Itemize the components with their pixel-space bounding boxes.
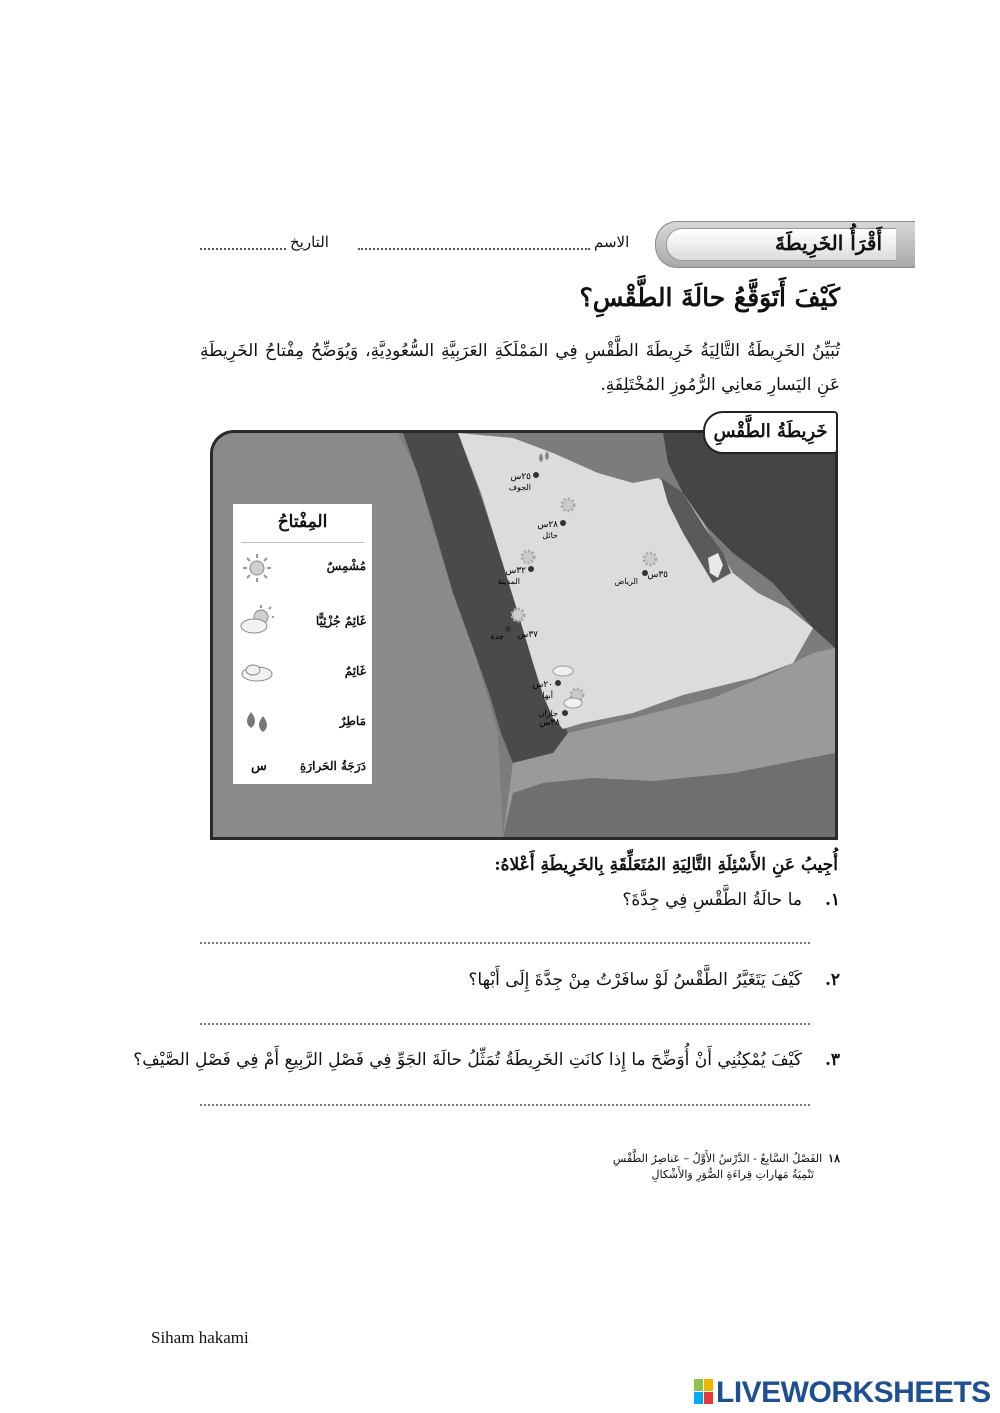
question-number: ٣.: [824, 1050, 840, 1070]
city-name: المدينة: [497, 577, 520, 586]
city-temp: ٢٥س: [510, 472, 531, 482]
legend-label-partly-cloudy: غَائِمٌ جُزْئِيًّا: [315, 614, 366, 628]
footer-line-1: الفَصْلُ السَّابِعُ - الدَّرْسُ الأَوَّلُ – عَناصِرُ الطَّقْسِ: [612, 1152, 823, 1165]
question-number: ٢.: [824, 970, 840, 990]
partly-cloudy-icon: [239, 604, 275, 638]
city-name: الجوف: [508, 483, 531, 492]
question-number: ١.: [824, 890, 840, 910]
author-name: Siham hakami: [151, 1328, 249, 1347]
city-name: الرياض: [614, 577, 638, 586]
city-temp: ٣٢س: [505, 566, 526, 576]
city-name: أبها: [542, 691, 553, 700]
answer-line-3[interactable]: [200, 1104, 810, 1106]
page-number: ١٨: [828, 1152, 840, 1165]
sun-icon: [522, 551, 534, 563]
brand-logo: [694, 1376, 991, 1410]
question-1: [622, 890, 840, 910]
sun-icon: [644, 553, 656, 565]
sun-icon: [562, 499, 574, 511]
map-legend: [232, 503, 373, 785]
page-title: كَيْفَ أَتَوَقَّعُ حالَةَ الطَّقْسِ؟: [579, 283, 840, 312]
legend-label-cloudy: غَائِمٌ: [344, 664, 366, 678]
cloud-icon: [553, 666, 573, 676]
question-text: كَيْفَ يُمْكِنُنِي أَنْ أُوَضِّحَ ما إِذا كانَتِ الخَرِيطَةُ تُمَثِّلُ حالَةَ الجَوِّ فِي فَصْلِ الرَّبِيعِ أَمْ فِي فَصْلِ الصَّيْفِ؟: [133, 1050, 802, 1070]
section-badge-label: أَقْرَأُ الخَرِيطَةَ: [666, 228, 896, 261]
liveworksheets-logo-icon: [694, 1379, 714, 1405]
question-text: ما حالَةُ الطَّقْسِ فِي جِدَّةَ؟: [622, 890, 802, 910]
city-temp: ٣٧س: [517, 630, 538, 640]
question-text: كَيْفَ يَتَغَيَّرُ الطَّقْسُ لَوْ سافَرْتُ مِنْ جِدَّةَ إِلَى أَبْها؟: [468, 970, 802, 990]
brand-text: LIVEWORKSHEETS: [716, 1376, 991, 1409]
legend-label-temperature: دَرَجَةُ الحَرارَةِ: [300, 759, 366, 773]
sun-icon: [241, 552, 273, 584]
sun-icon: [512, 609, 524, 621]
rain-icon: [243, 710, 273, 734]
city-temp: ٣٨س: [539, 718, 560, 728]
legend-title: المِفْتاحُ: [277, 512, 328, 532]
temperature-symbol: س: [251, 759, 267, 774]
name-field[interactable]: [358, 248, 590, 250]
question-3: [133, 1050, 840, 1070]
city-name: جدة: [490, 632, 504, 641]
footer-line-2: تَنْمِيَةُ مَهاراتِ قِراءَةِ الصُّوَرِ وَالأَشْكالِ: [651, 1168, 814, 1181]
date-field[interactable]: [200, 248, 286, 250]
answer-line-1[interactable]: [200, 942, 810, 944]
legend-label-sunny: مُشْمِسٌ: [326, 559, 366, 573]
city-temp: ٣٥س: [647, 570, 668, 580]
city-name: حائل: [542, 531, 558, 540]
section-badge: [655, 221, 915, 268]
legend-divider: [241, 542, 364, 543]
answer-line-2[interactable]: [200, 1023, 810, 1025]
map-title-tab: خَرِيطَةُ الطَّقْسِ: [703, 411, 838, 454]
city-temp: ٢٠س: [532, 680, 553, 690]
cloud-icon: [239, 662, 275, 684]
questions-heading: أُجِيبُ عَنِ الأَسْئِلَةِ التَّالِيَةِ المُتَعَلِّقَةِ بِالخَرِيطَةِ أَعْلاهُ:: [494, 855, 838, 875]
date-label: التاريخ: [290, 233, 329, 251]
question-2: [468, 970, 840, 990]
city-name: جازان: [538, 709, 558, 718]
city-temp: ٢٨س: [537, 520, 558, 530]
legend-label-rainy: مَاطِرٌ: [339, 714, 366, 728]
page-footer: [613, 1151, 840, 1183]
intro-paragraph: تُبَيِّنُ الخَرِيطَةُ التَّالِيَةُ خَرِيطَةَ الطَّقْسِ فِي المَمْلَكَةِ العَرَبِيَّةِ السُّعُودِيَّةِ، وَيُوَضِّحُ مِفْتاحُ الخَرِيطَةِ عَنِ اليَسارِ مَعانِي الرُّمُوزِ المُخْتَلِفَةِ.: [200, 341, 840, 395]
name-label: الاسم: [594, 233, 630, 251]
